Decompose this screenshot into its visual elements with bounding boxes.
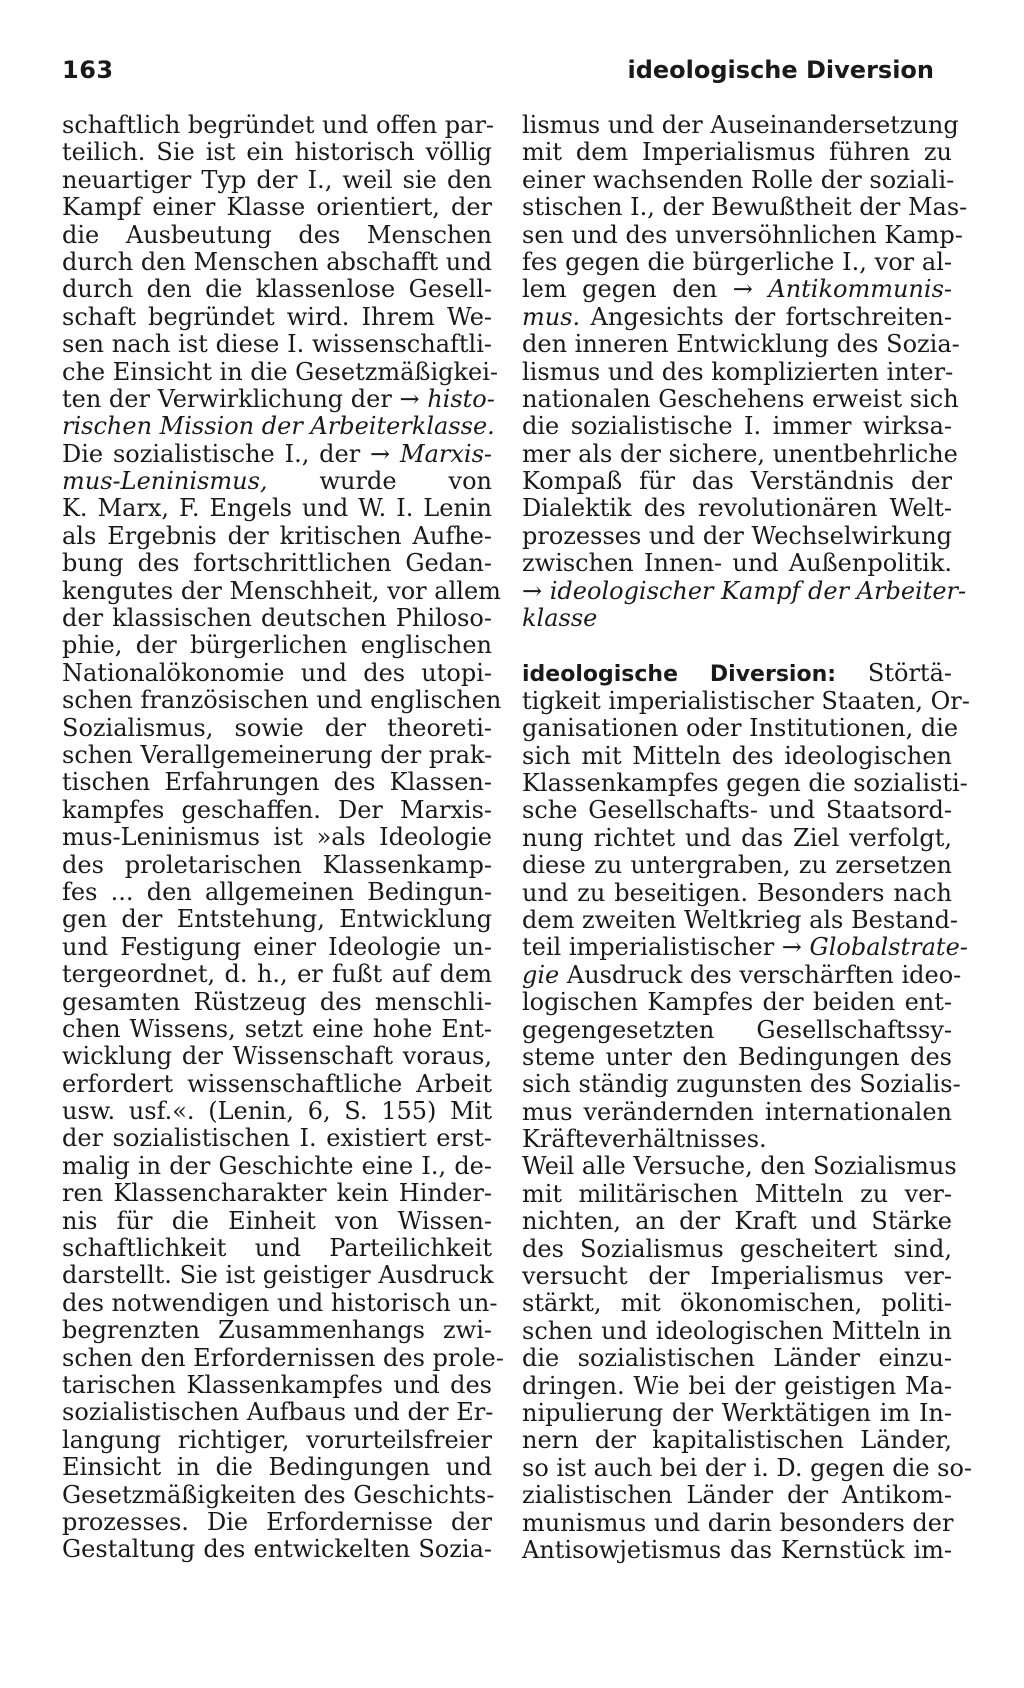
text-line — [522, 1427, 952, 1454]
text-line — [62, 1098, 492, 1125]
text-segment: fes gegen die bürgerliche I., vor al- — [522, 247, 952, 276]
entry-separator — [522, 632, 952, 660]
text-segment: sozialistischen Aufbaus und der Er- — [62, 1398, 494, 1427]
text-segment: Kräfteverhältnisses. — [522, 1125, 767, 1154]
text-line — [62, 384, 495, 413]
text-line — [522, 960, 962, 989]
text-segment: lismus und des komplizierten inter- — [522, 357, 954, 386]
text-segment: zialistischen Länder der Antikom- — [522, 1481, 952, 1510]
text-line — [522, 1290, 952, 1317]
text-segment: zwischen Innen- und Außenpolitik. — [522, 549, 952, 578]
text-segment: neuartiger Typ der I., weil sie den — [62, 165, 492, 194]
text-segment: tischen Erfahrungen des Klassen- — [62, 768, 492, 797]
cross-reference: Globalstrate- — [809, 933, 968, 962]
text-line — [522, 1263, 952, 1290]
text-line — [62, 222, 492, 249]
text-line — [522, 1510, 952, 1537]
text-line — [522, 523, 952, 550]
text-segment: gegengesetzten Gesellschaftssy- — [522, 1015, 952, 1044]
text-segment: Sozialismus, sowie der theoreti- — [62, 713, 492, 742]
text-line — [62, 934, 492, 961]
text-line — [522, 933, 968, 962]
text-segment: ren Klassencharakter kein Hinder- — [62, 1179, 492, 1208]
text-segment: und zu beseitigen. Besonders nach — [522, 878, 952, 907]
entry-body — [522, 686, 973, 1565]
text-segment: der klassischen deutschen Philoso- — [62, 604, 492, 633]
text-segment: lem gegen den → — [522, 275, 769, 304]
entry-first-line — [522, 660, 952, 687]
text-line — [522, 439, 958, 468]
text-segment: langung richtiger, vorurteilsfreier — [62, 1425, 492, 1454]
text-segment: Einsicht in die Bedingungen und — [62, 1453, 492, 1482]
text-line — [62, 495, 492, 522]
text-segment: durch den die klassenlose Gesell- — [62, 275, 492, 304]
cross-reference: Marxis- — [400, 439, 492, 468]
text-line — [522, 1070, 961, 1099]
text-line — [522, 384, 959, 413]
text-line — [522, 1400, 952, 1427]
text-segment: K. Marx, F. Engels und W. I. Lenin — [62, 494, 492, 523]
text-segment: die sozialistischen Länder einzu- — [522, 1344, 952, 1373]
text-segment: des Sozialismus gescheitert sind, — [522, 1234, 952, 1263]
text-line — [62, 1180, 492, 1207]
text-line — [62, 468, 492, 495]
text-segment: dem zweiten Weltkrieg als Bestand- — [522, 905, 959, 934]
text-segment: logischen Kampfes der beiden ent- — [522, 988, 952, 1017]
text-line — [522, 1453, 973, 1482]
text-line — [522, 495, 952, 522]
cross-reference: histo- — [427, 384, 495, 413]
text-segment: Ausdruck des verschärften ideo- — [559, 960, 962, 989]
text-line — [522, 825, 952, 852]
text-line — [62, 989, 492, 1016]
text-line — [62, 550, 492, 577]
text-line — [62, 769, 492, 796]
text-line — [522, 1126, 952, 1153]
cross-reference: mus-Leninismus, — [62, 467, 268, 496]
text-line — [522, 1345, 952, 1372]
text-line — [522, 193, 968, 222]
text-line — [522, 1099, 952, 1126]
text-line — [62, 1288, 498, 1317]
text-segment: Dialektik des revolutionären Welt- — [522, 494, 952, 523]
text-segment: kengutes der Menschheit, vor allem — [62, 576, 501, 605]
text-segment: bung des fortschrittlichen Gedan- — [62, 549, 492, 578]
text-line — [62, 357, 499, 386]
text-line — [522, 714, 959, 743]
text-line — [522, 797, 952, 824]
text-segment: munismus und darin besonders der — [522, 1508, 954, 1537]
text-line — [62, 1071, 492, 1098]
text-line — [522, 359, 952, 386]
text-segment: begrenzten Zusammenhangs zwi- — [62, 1316, 492, 1345]
text-line — [522, 768, 968, 797]
text-line — [62, 1235, 492, 1262]
text-segment: als Ergebnis der kritischen Aufhe- — [62, 521, 492, 550]
text-segment: Gestaltung des entwickelten Sozia- — [62, 1535, 492, 1564]
entry-headword: ideologische Diversion: — [522, 662, 837, 688]
text-line — [62, 1509, 492, 1536]
text-segment: Kompaß für das Verständnis der — [522, 467, 952, 496]
text-line — [62, 797, 492, 824]
text-segment: nichten, an der Kraft und Stärke — [522, 1207, 952, 1236]
text-line — [62, 249, 492, 276]
text-segment: stärkt, mit ökonomischen, politi- — [522, 1289, 952, 1318]
running-head: ideologische Diversion — [627, 56, 934, 84]
cross-reference: gie — [522, 960, 560, 989]
text-line — [522, 1152, 957, 1181]
left-column — [62, 111, 504, 1564]
text-segment: dringen. Wie bei der geistigen Ma- — [522, 1371, 952, 1400]
text-line — [522, 1208, 952, 1235]
text-line — [522, 852, 952, 879]
text-segment: Klassenkampfes gegen die sozialisti- — [522, 768, 968, 797]
text-segment: mus-Leninismus ist »als Ideologie — [62, 823, 492, 852]
text-line — [62, 331, 492, 358]
text-segment: nern der kapitalistischen Länder, — [522, 1426, 952, 1455]
right-column-continuation — [522, 111, 968, 633]
text-line — [62, 686, 502, 715]
text-line — [62, 605, 492, 632]
text-segment: teilich. Sie ist ein historisch völlig — [62, 138, 492, 167]
text-line — [522, 1181, 952, 1208]
text-segment: schen französischen und englischen — [62, 686, 502, 715]
text-line — [522, 1236, 952, 1263]
text-segment: nung richtet und das Ziel verfolgt, — [522, 823, 952, 852]
text-line — [62, 632, 492, 659]
text-segment: sich ständig zugunsten des Sozialis- — [522, 1070, 961, 1099]
text-line — [62, 276, 492, 303]
text-segment: tergeordnet, d. h., er fußt auf dem — [62, 960, 492, 989]
cross-reference: rischen Mission der Arbeiterklasse. — [62, 412, 495, 441]
text-segment: schaftlichkeit und Parteilichkeit — [62, 1234, 492, 1263]
text-segment: gesamten Rüstzeug des menschli- — [62, 987, 492, 1016]
text-line — [62, 660, 492, 687]
text-segment: erfordert wissenschaftliche Arbeit — [62, 1069, 492, 1098]
text-segment: Nationalökonomie und des utopi- — [62, 658, 492, 687]
text-line — [62, 1536, 492, 1563]
text-segment: malig in der Geschichte eine I., de- — [62, 1151, 492, 1180]
text-segment: Angesichts der fortschreiten- — [580, 302, 952, 331]
text-line — [522, 139, 952, 166]
text-line — [62, 304, 492, 331]
text-segment: schaftlich begründet und offen par- — [62, 111, 495, 139]
text-segment: sen nach ist diese I. wissenschaftli- — [62, 330, 492, 359]
text-line — [62, 879, 492, 906]
text-segment: mit dem Imperialismus führen zu — [522, 138, 952, 167]
text-line — [62, 194, 492, 221]
text-segment: sen und des unversöhnlichen Kamp- — [522, 220, 963, 249]
cross-reference: klasse — [522, 604, 598, 633]
text-line — [522, 1482, 952, 1509]
text-line — [522, 249, 952, 276]
text-segment: mus verändernden internationalen — [522, 1097, 952, 1126]
text-segment: die sozialistische I. immer wirksa- — [522, 412, 952, 441]
text-segment: → — [522, 576, 550, 605]
text-line — [522, 165, 955, 194]
text-line — [522, 743, 952, 770]
text-line — [62, 576, 501, 605]
text-segment: nationalen Geschehens erweist sich — [522, 384, 959, 413]
text-line — [62, 715, 492, 742]
text-line — [522, 330, 960, 359]
text-segment: schaft begründet wird. Ihrem We- — [62, 302, 492, 331]
text-line — [522, 989, 952, 1016]
text-line — [62, 1016, 492, 1043]
text-segment: usw. usf.«. (Lenin, 6, S. 155) Mit — [62, 1097, 492, 1126]
text-segment: Kampf einer Klasse orientiert, der — [62, 193, 492, 222]
text-segment: mer als der sichere, unentbehrliche — [522, 439, 958, 468]
text-segment: wurde von — [267, 467, 492, 496]
text-line — [62, 1043, 492, 1070]
text-segment: che Einsicht in die Gesetzmäßigkei- — [62, 357, 499, 386]
text-segment: versucht der Imperialismus ver- — [522, 1262, 952, 1291]
right-column — [522, 111, 973, 1564]
text-line — [62, 1427, 492, 1454]
text-segment: diese zu untergraben, zu zersetzen — [522, 851, 952, 880]
text-segment: schen und ideologischen Mitteln in — [522, 1316, 952, 1345]
text-segment: phie, der bürgerlichen englischen — [62, 631, 492, 660]
text-segment: tigkeit imperialistischer Staaten, Or- — [522, 686, 970, 715]
text-line — [62, 1399, 492, 1426]
text-line — [522, 276, 952, 303]
text-segment: der sozialistischen I. existiert erst- — [62, 1124, 492, 1153]
text-line — [62, 523, 492, 550]
text-segment: durch den Menschen abschafft und — [62, 247, 493, 276]
text-segment: ten der Verwirklichung der → — [62, 384, 428, 413]
text-line — [522, 1044, 952, 1071]
text-line — [522, 686, 970, 715]
text-line — [522, 1373, 952, 1400]
text-segment: sich mit Mitteln des ideologischen — [522, 741, 952, 770]
text-line — [522, 413, 952, 440]
text-segment: des proletarischen Klassenkamp- — [62, 850, 492, 879]
text-segment: Die sozialistische I., der → — [62, 439, 400, 468]
text-segment: den inneren Entwicklung des Sozia- — [522, 330, 960, 359]
text-segment: ganisationen oder Institutionen, die — [522, 714, 959, 743]
text-line — [62, 824, 492, 851]
text-segment: Antisowjetismus das Kernstück im- — [522, 1535, 952, 1564]
text-line — [522, 1537, 952, 1564]
text-line — [522, 550, 952, 577]
text-segment: chen Wissens, setzt eine hohe Ent- — [62, 1014, 492, 1043]
text-line — [62, 852, 492, 879]
text-segment: teil imperialistischer → — [522, 933, 810, 962]
text-segment: steme unter den Bedingungen des — [522, 1042, 952, 1071]
text-line — [522, 111, 959, 139]
text-segment: stischen I., der Bewußtheit der Mas- — [522, 193, 968, 222]
text-line — [62, 412, 495, 441]
text-line — [522, 1017, 952, 1044]
text-segment: schen Verallgemeinerung der prak- — [62, 740, 493, 769]
text-line — [62, 139, 492, 166]
text-line — [62, 1480, 495, 1509]
text-segment: schen den Erfordernissen des prole- — [62, 1343, 504, 1372]
text-line — [522, 605, 952, 632]
text-segment: nis für die Einheit von Wissen- — [62, 1206, 492, 1235]
text-line — [62, 1262, 492, 1289]
text-line — [522, 1318, 952, 1345]
entry-first-line-text: Störtä- — [836, 659, 952, 688]
text-segment: und Festigung einer Ideologie un- — [62, 932, 492, 961]
cross-reference: mus. — [522, 302, 581, 331]
cross-reference: Antikommunis- — [768, 275, 952, 304]
text-line — [62, 1454, 492, 1481]
text-segment: Weil alle Versuche, den Sozialismus — [522, 1152, 957, 1181]
text-line — [62, 1208, 492, 1235]
text-segment: darstellt. Sie ist geistiger Ausdruck — [62, 1261, 494, 1290]
text-line — [62, 906, 492, 933]
text-segment: nipulierung der Werktätigen im In- — [522, 1398, 952, 1427]
text-line — [62, 1372, 492, 1399]
text-segment: prozesses und der Wechselwirkung — [522, 521, 953, 550]
text-segment: fes ... den allgemeinen Bedingun- — [62, 877, 492, 906]
text-line — [62, 441, 492, 468]
text-segment: gen der Entstehung, Entwicklung — [62, 905, 492, 934]
text-line — [62, 1343, 504, 1372]
text-segment: wicklung der Wissenschaft voraus, — [62, 1042, 492, 1071]
page-header — [62, 56, 934, 92]
text-line — [62, 167, 492, 194]
text-segment: prozesses. Die Erfordernisse der — [62, 1507, 492, 1536]
text-segment: die Ausbeutung des Menschen — [62, 220, 492, 249]
page-number: 163 — [62, 56, 114, 84]
text-line — [522, 304, 952, 331]
cross-reference: ideologischer Kampf der Arbeiter- — [549, 576, 967, 605]
text-line — [62, 742, 492, 769]
text-segment: Gesetzmäßigkeiten des Geschichts- — [62, 1480, 495, 1509]
text-segment: lismus und der Auseinandersetzung — [522, 111, 959, 139]
text-line — [62, 1153, 492, 1180]
text-segment: sche Gesellschafts- und Staatsord- — [522, 796, 952, 825]
text-segment: einer wachsenden Rolle der soziali- — [522, 165, 955, 194]
text-line — [62, 961, 492, 988]
text-segment: mit militärischen Mitteln zu ver- — [522, 1179, 952, 1208]
text-line — [62, 111, 495, 139]
text-line — [62, 1317, 492, 1344]
text-line — [522, 468, 952, 495]
text-segment: kampfes geschaffen. Der Marxis- — [62, 795, 492, 824]
text-segment: des notwendigen und historisch un- — [62, 1288, 498, 1317]
text-line — [62, 1125, 492, 1152]
text-segment: tarischen Klassenkampfes und des — [62, 1370, 492, 1399]
text-line — [522, 880, 952, 907]
text-line — [522, 905, 959, 934]
text-segment: so ist auch bei der i. D. gegen die so- — [522, 1453, 973, 1482]
text-line — [522, 220, 963, 249]
text-line — [522, 576, 967, 605]
